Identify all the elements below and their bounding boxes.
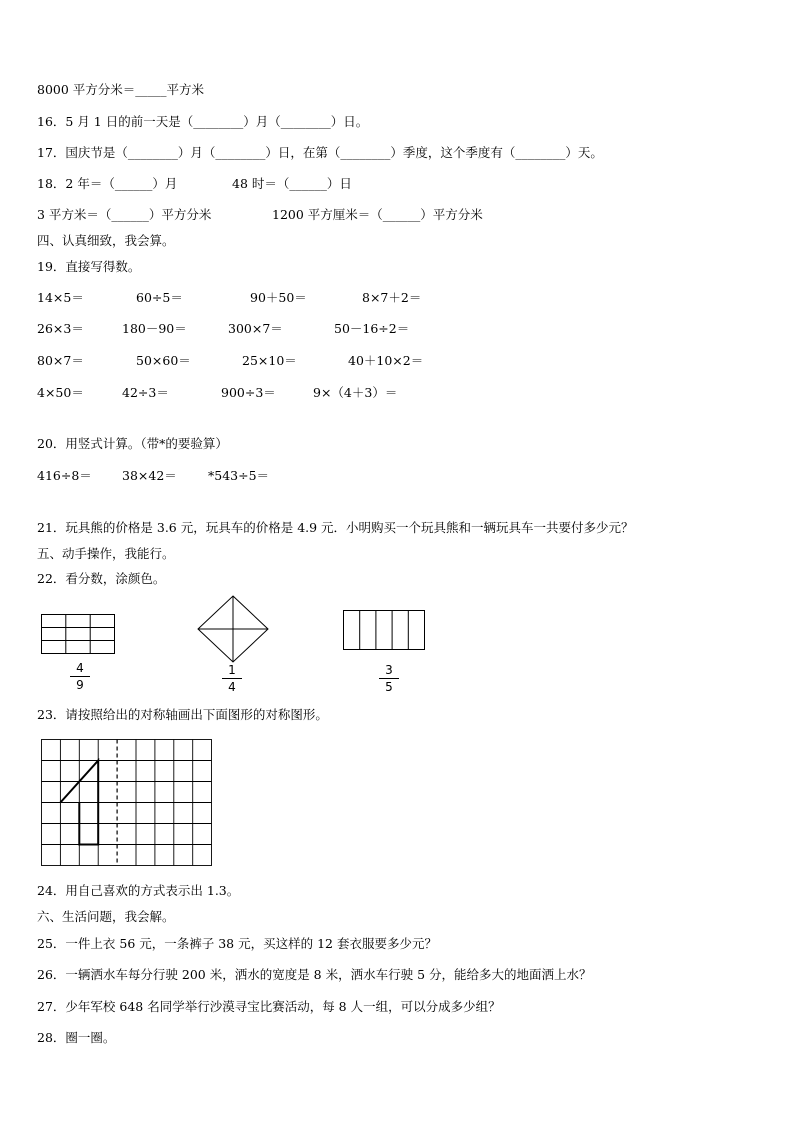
question-22: 22．看分数，涂颜色。	[37, 571, 166, 586]
question-28: 28．圈一圈。	[37, 1030, 116, 1045]
calc-item: 26×3＝	[37, 321, 84, 336]
fraction-denominator: 5	[385, 680, 393, 694]
question-19: 19．直接写得数。	[37, 259, 141, 274]
calc-item: 40＋10×2＝	[348, 353, 424, 368]
calc-item: 8×7＋2＝	[362, 290, 422, 305]
fraction-bar	[222, 678, 242, 679]
fraction-three-fifths	[377, 663, 401, 694]
calc-item: 9×（4＋3）＝	[313, 385, 398, 400]
section-6-heading: 六、生活问题，我会解。	[37, 909, 175, 924]
question-17: 17．国庆节是（________）月（________）日，在第（________）季度，这个季度有（________）天。	[37, 145, 603, 160]
vertical-calc-item: 416÷8＝	[37, 468, 92, 483]
fraction-denominator: 9	[76, 678, 84, 692]
calc-item: 50－16÷2＝	[334, 321, 410, 336]
fill-blank-area-conversion: 8000 平方分米＝_____平方米	[37, 82, 205, 97]
question-21: 21．玩具熊的价格是 3.6 元，玩具车的价格是 4.9 元．小明购买一个玩具熊和一辆玩具车一共要付多少元？	[37, 520, 634, 535]
calc-item: 50×60＝	[136, 353, 191, 368]
symmetry-grid	[41, 739, 213, 867]
five-part-rectangle	[343, 610, 425, 650]
calc-item: 80×7＝	[37, 353, 84, 368]
calc-item: 180－90＝	[122, 321, 187, 336]
fraction-bar	[70, 676, 90, 677]
section-5-heading: 五、动手操作，我能行。	[37, 546, 175, 561]
fraction-numerator: 4	[76, 661, 84, 675]
question-18-part-d: 1200 平方厘米＝（______）平方分米	[272, 207, 483, 222]
nine-part-rectangle	[41, 614, 115, 654]
calc-item: 42÷3＝	[122, 385, 169, 400]
question-23: 23．请按照给出的对称轴画出下面图形的对称图形。	[37, 707, 328, 722]
question-18-part-c: 3 平方米＝（______）平方分米	[37, 207, 212, 222]
question-16: 16．5 月 1 日的前一天是（________）月（________）日。	[37, 114, 369, 129]
fraction-numerator: 1	[228, 663, 236, 677]
fraction-bar	[379, 678, 399, 679]
fraction-denominator: 4	[228, 680, 236, 694]
vertical-calc-item: 38×42＝	[122, 468, 177, 483]
calc-item: 90＋50＝	[250, 290, 307, 305]
section-4-heading: 四、认真细致，我会算。	[37, 233, 175, 248]
calc-item: 14×5＝	[37, 290, 84, 305]
question-24: 24．用自己喜欢的方式表示出 1.3。	[37, 883, 240, 898]
fraction-four-ninths	[68, 661, 92, 692]
fraction-one-quarter	[220, 663, 244, 694]
fraction-numerator: 3	[385, 663, 393, 677]
calc-item: 25×10＝	[242, 353, 297, 368]
vertical-calc-item: *543÷5＝	[208, 468, 270, 483]
question-27: 27．少年军校 648 名同学举行沙漠寻宝比赛活动，每 8 人一组，可以分成多少组？	[37, 999, 501, 1014]
question-20: 20．用竖式计算。（带*的要验算）	[37, 436, 228, 451]
question-18-part-a: 18．2 年＝（______）月	[37, 176, 178, 191]
calc-item: 900÷3＝	[221, 385, 276, 400]
calc-item: 4×50＝	[37, 385, 84, 400]
question-25: 25．一件上衣 56 元，一条裤子 38 元，买这样的 12 套衣服要多少元？	[37, 936, 437, 951]
diamond-shape	[197, 595, 269, 663]
calc-item: 60÷5＝	[136, 290, 183, 305]
question-18-part-b: 48 时＝（______）日	[232, 176, 352, 191]
calc-item: 300×7＝	[228, 321, 283, 336]
question-26: 26．一辆洒水车每分行驶 200 米，洒水的宽度是 8 米，洒水车行驶 5 分，能给多大的地面洒上水？	[37, 967, 592, 982]
